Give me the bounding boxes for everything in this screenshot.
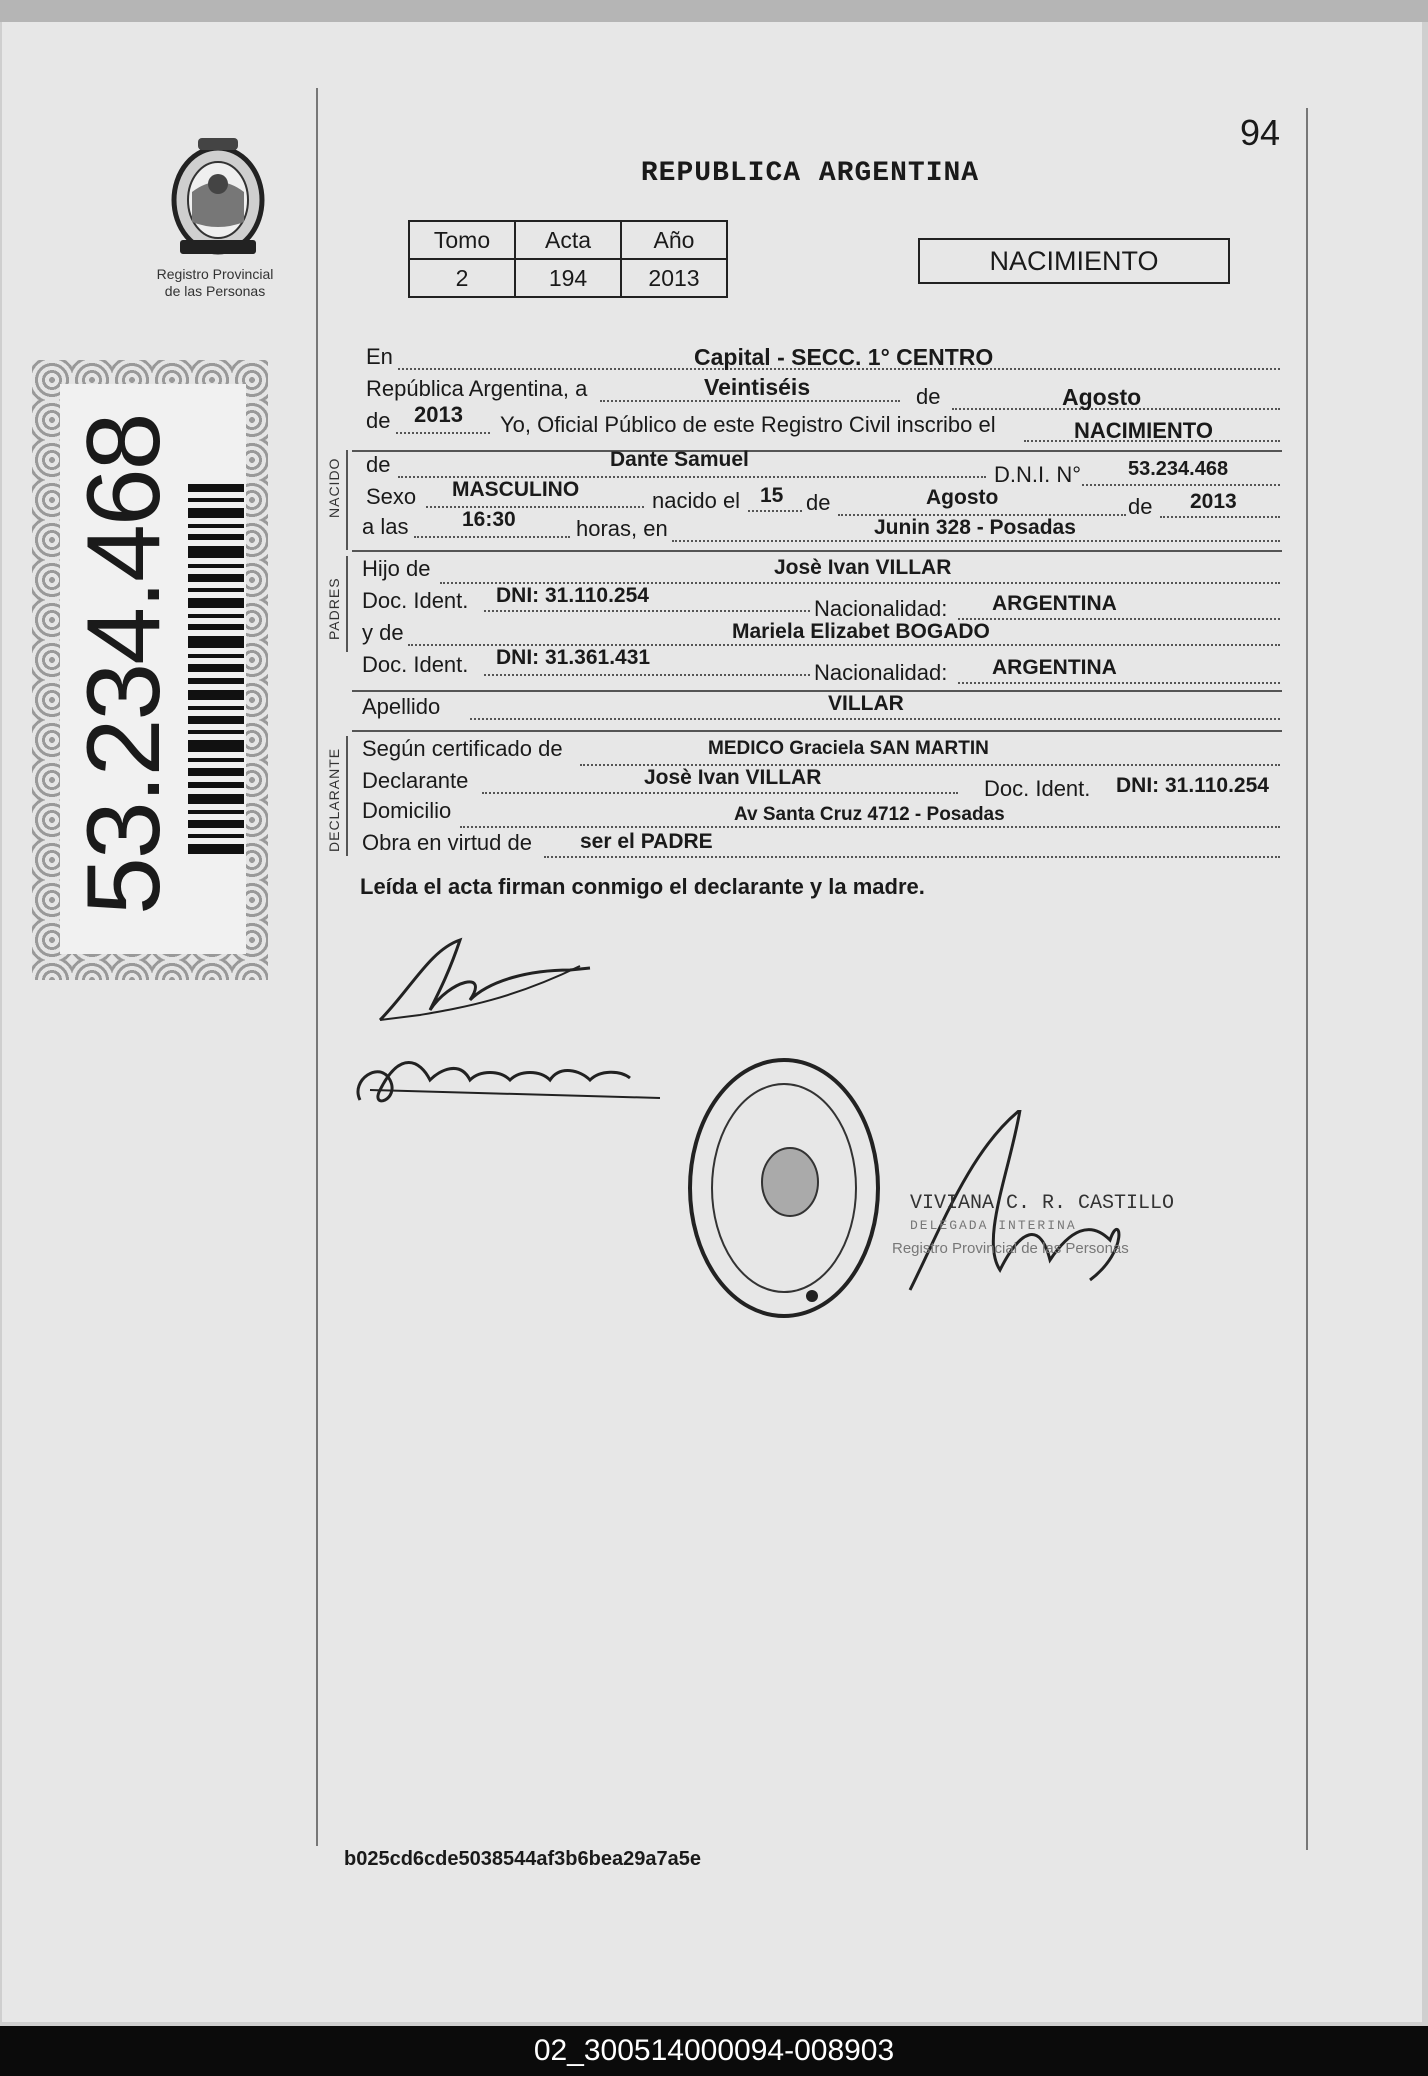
- value-madre-nac: ARGENTINA: [992, 656, 1117, 679]
- value-acta: 194: [515, 259, 621, 297]
- registry-name: [140, 266, 290, 300]
- label-nacionalidad-2: Nacionalidad:: [814, 660, 948, 685]
- document-hash: b025cd6cde5038544af3b6bea29a7a5e: [344, 1848, 701, 1870]
- dots-obra: [544, 856, 1280, 858]
- label-de-mes: de: [806, 490, 831, 515]
- section-label-nacido: NACIDO: [326, 457, 342, 518]
- value-lugar-nac: Junin 328 - Posadas: [874, 516, 1076, 539]
- dots-declarante: [482, 792, 958, 794]
- value-domicilio: Av Santa Cruz 4712 - Posadas: [734, 804, 1005, 825]
- registry-seal: [684, 1054, 884, 1324]
- dots-apellido: [470, 718, 1280, 720]
- declarante-bracket: [346, 736, 348, 856]
- label-domicilio: Domicilio: [362, 798, 452, 823]
- dots-hora: [414, 536, 570, 538]
- label-segun: Según certificado de: [362, 736, 563, 761]
- label-de-anio: de: [1128, 494, 1153, 519]
- label-declarante: Declarante: [362, 768, 469, 793]
- label-doc-ident-2: Doc. Ident.: [362, 652, 469, 677]
- dots-domicilio: [460, 826, 1280, 828]
- dots-lugar-nac: [672, 540, 1280, 542]
- value-apellido: VILLAR: [828, 692, 904, 715]
- country-title: REPUBLICA ARGENTINA: [640, 158, 980, 189]
- label-dni: D.N.I. N°: [994, 462, 1082, 487]
- tomo-acta-anio-table: [408, 220, 728, 298]
- value-lugar: Capital - SECC. 1° CENTRO: [694, 344, 994, 370]
- section-label-padres: PADRES: [326, 577, 342, 640]
- label-hijo-de: Hijo de: [362, 556, 431, 581]
- value-mes: Agosto: [1062, 384, 1142, 410]
- page-number: 94: [1240, 112, 1281, 153]
- closing-statement: Leída el acta firman conmigo el declarante y la madre.: [360, 874, 925, 899]
- dots-nac-dia: [748, 510, 802, 512]
- label-de-nombre: de: [366, 452, 391, 477]
- officer-title: DELEGADA INTERINA: [910, 1218, 1077, 1233]
- label-en: En: [366, 344, 393, 369]
- value-declarante: Josè Ivan VILLAR: [644, 766, 822, 789]
- dots-nac-anio: [1160, 516, 1280, 518]
- header-acta: Acta: [515, 221, 621, 259]
- barcode-label: [60, 384, 246, 954]
- section-label-declarante: DECLARANTE: [326, 747, 342, 852]
- nacido-bracket: [346, 450, 348, 550]
- value-obra: ser el PADRE: [580, 830, 713, 853]
- barcode-bars: [188, 484, 244, 854]
- value-nac-dia: 15: [760, 484, 784, 507]
- label-a-las: a las: [362, 514, 409, 539]
- value-certificado: MEDICO Graciela SAN MARTIN: [708, 738, 989, 759]
- barcode-number: 53.234.468: [66, 414, 182, 915]
- dots-madre-dni: [484, 674, 810, 676]
- padres-bracket: [346, 556, 348, 652]
- value-padre-dni: DNI: 31.110.254: [496, 584, 649, 607]
- header-anio: Año: [621, 221, 727, 259]
- value-dni: 53.234.468: [1128, 458, 1229, 480]
- dni-barcode-panel: [32, 360, 268, 980]
- misiones-crest-emblem: [158, 132, 278, 260]
- value-inscribe: NACIMIENTO: [1074, 418, 1213, 443]
- record-type-box: NACIMIENTO: [918, 238, 1230, 284]
- label-doc-ident-1: Doc. Ident.: [362, 588, 469, 613]
- value-tomo: 2: [409, 259, 515, 297]
- dots-padre-nac: [958, 618, 1280, 620]
- scan-top-edge: [0, 0, 1428, 22]
- value-nombre: Dante Samuel: [610, 448, 749, 471]
- divider-padres: [352, 550, 1282, 552]
- label-nacionalidad-1: Nacionalidad:: [814, 596, 948, 621]
- value-anio: 2013: [414, 402, 463, 427]
- value-padre-nac: ARGENTINA: [992, 592, 1117, 615]
- value-dia: Veintiséis: [704, 374, 811, 400]
- value-madre: Mariela Elizabet BOGADO: [732, 620, 990, 643]
- dots-padre-dni: [484, 610, 810, 612]
- label-y-de: y de: [362, 620, 404, 645]
- value-nac-mes: Agosto: [926, 486, 999, 509]
- value-sexo: MASCULINO: [452, 478, 580, 501]
- dots-anio: [396, 432, 490, 434]
- label-horas-en: horas, en: [576, 516, 668, 541]
- value-declarante-dni: DNI: 31.110.254: [1116, 774, 1269, 797]
- officer-registry: Registro Provincial de las Personas: [892, 1240, 1129, 1257]
- left-margin-line: [316, 88, 318, 1846]
- officer-name: VIVIANA C. R. CASTILLO: [910, 1192, 1175, 1215]
- scan-footer-id: 02_300514000094-008903: [0, 2026, 1428, 2076]
- divider-declarante: [352, 730, 1282, 732]
- dots-madre-nac: [958, 682, 1280, 684]
- handwritten-signatures: [340, 920, 680, 1140]
- label-doc-ident-decl: Doc. Ident.: [984, 776, 1091, 801]
- label-de2: de: [366, 408, 391, 433]
- value-madre-dni: DNI: 31.361.431: [496, 646, 651, 669]
- label-obra: Obra en virtud de: [362, 830, 532, 855]
- label-sexo: Sexo: [366, 484, 417, 509]
- dots-dni: [1082, 484, 1280, 486]
- label-republica: República Argentina, a: [366, 376, 588, 401]
- value-padre: Josè Ivan VILLAR: [774, 556, 952, 579]
- value-nac-anio: 2013: [1190, 490, 1237, 513]
- label-de: de: [916, 384, 941, 409]
- divider-apellido: [352, 690, 1282, 692]
- header-tomo: Tomo: [409, 221, 515, 259]
- value-hora: 16:30: [462, 508, 516, 531]
- divider-nacido: [352, 450, 1282, 452]
- registry-name-line1: Registro Provincial: [156, 266, 274, 282]
- label-nacido-el: nacido el: [652, 488, 741, 513]
- label-yo-oficial: Yo, Oficial Público de este Registro Civil inscribo el: [500, 412, 996, 437]
- registry-name-line2: de las Personas: [164, 283, 266, 299]
- label-apellido: Apellido: [362, 694, 441, 719]
- value-anio: 2013: [621, 259, 727, 297]
- document-page: [2, 22, 1422, 2022]
- right-margin-line: [1306, 108, 1308, 1850]
- dots-sexo: [426, 506, 644, 508]
